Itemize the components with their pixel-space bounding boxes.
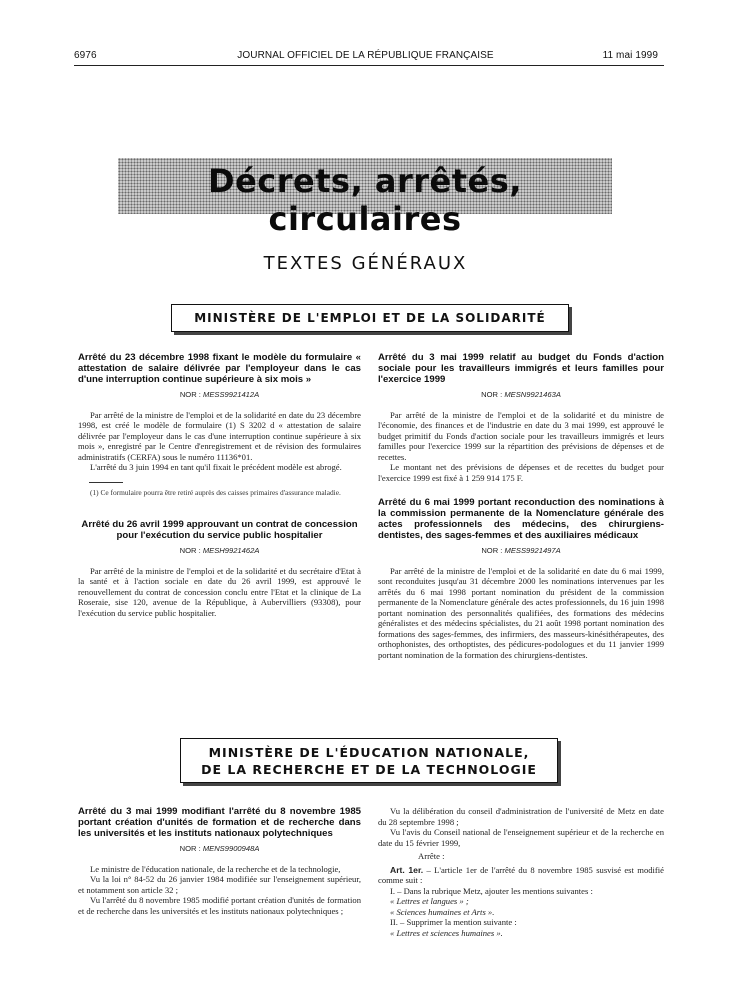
article-body: Par arrêté de la ministre de l'emploi et de la solidarité et du secrétaire d'Etat à la santé et à l'action sociale en date du 26 avril 1999, est approuvé le renouvellement du contrat de concession conclu entre l'Etat et la clinique de La Roseraie, sise 120, avenue de la République, à Aubervilliers (93308), pour l'exécution du service public hospitalier. bbox=[78, 565, 361, 618]
article-body: « Lettres et langues » ; bbox=[390, 896, 469, 906]
article-body: Vu la loi n° 84-52 du 26 janvier 1984 modifiée sur l'enseignement supérieur, et notamment son article 32 ; bbox=[78, 874, 361, 895]
article-title: Arrêté du 3 mai 1999 modifiant l'arrêté du 8 novembre 1985 portant création d'unités de formation et de recherche dans les universités et les instituts nationaux polytechniques bbox=[78, 806, 361, 839]
nor-label: NOR : bbox=[179, 390, 204, 399]
nor-code: MESN9921463A bbox=[504, 390, 561, 399]
page-number: 6976 bbox=[74, 50, 97, 61]
article-title: Arrêté du 6 mai 1999 portant reconduction des nominations à la commission permanente de la Nomenclature générale des actes professionnels des médecins, des chirurgiens-dentistes, des sages-femmes et des auxiliaires médicaux bbox=[378, 497, 664, 541]
ministry-line: MINISTÈRE DE L'ÉDUCATION NATIONALE, bbox=[208, 745, 530, 760]
article-title: Arrêté du 26 avril 1999 approuvant un contrat de concession pour l'exécution du service public hospitalier bbox=[81, 519, 358, 541]
article-body: Vu l'arrêté du 8 novembre 1985 modifié portant création d'unités de formation et de recherche dans les universités et les instituts nationaux polytechniques ; bbox=[78, 895, 361, 916]
ministry-line: DE LA RECHERCHE ET DE LA TECHNOLOGIE bbox=[201, 762, 537, 777]
nor-code: MESH9921462A bbox=[202, 546, 260, 555]
nor-code: MENS9900948A bbox=[202, 844, 260, 853]
left-column-upper bbox=[78, 352, 361, 618]
article-arrete: Arrête : bbox=[418, 851, 445, 861]
nor-reference bbox=[78, 546, 361, 557]
banner-title: Décrets, arrêtés, circulaires bbox=[208, 162, 522, 238]
footnote-rule bbox=[89, 482, 123, 483]
article-body: L'arrêté du 3 juin 1994 en tant qu'il fixait le précédent modèle est abrogé. bbox=[90, 462, 342, 472]
article-body: Par arrêté de la ministre de l'emploi et de la solidarité en date du 23 décembre 1998, est créé le modèle de formulaire (1) S 3202 d « attestation de salaire délivrée par l'employeur dans le cas d'une interruption continue supérieure à six mois », enregistré par le Centre d'enregistrement et de révision des formulaires administratifs (CERFA) sous le numéro 11136*01. bbox=[78, 409, 361, 462]
article-body: Par arrêté de la ministre de l'emploi et de la solidarité et du ministre de l'économie, des finances et de l'industrie en date du 3 mai 1999, est approuvé le budget primitif du Fonds d'action sociale pour les travailleurs immigrés et leurs familles pour l'exercice 1999 sur la répartition des prévisions de dépenses et de recettes. bbox=[378, 409, 664, 462]
issue-date: 11 mai 1999 bbox=[602, 50, 658, 61]
section-title: TEXTES GÉNÉRAUX bbox=[263, 253, 468, 274]
nor-label: NOR : bbox=[481, 390, 505, 399]
article-text: – L'article 1er de l'arrêté du 8 novembre 1985 susvisé est modifié comme suit : bbox=[378, 864, 664, 885]
nor-reference bbox=[378, 390, 664, 401]
footnote: (1) Ce formulaire pourra être retiré auprès des caisses primaires d'assurance maladie. bbox=[90, 487, 341, 497]
nor-code: MESS9921497A bbox=[504, 546, 561, 555]
nor-label: NOR : bbox=[179, 546, 203, 555]
nor-reference bbox=[78, 390, 361, 401]
ministry-heading-education bbox=[180, 738, 558, 783]
article-title: Arrêté du 23 décembre 1998 fixant le modèle du formulaire « attestation de salaire délivrée par l'employeur dans le cas d'une interruption continue supérieure à six mois » bbox=[78, 352, 361, 385]
left-column-lower bbox=[78, 806, 361, 916]
article-body: Vu l'avis du Conseil national de l'enseignement supérieur et de la recherche en date du 15 février 1999, bbox=[378, 827, 664, 848]
article-body: « Lettres et sciences humaines ». bbox=[390, 927, 503, 938]
article-body: I. – Dans la rubrique Metz, ajouter les mentions suivantes : bbox=[390, 885, 593, 896]
nor-label: NOR : bbox=[481, 546, 505, 555]
article-title: Arrêté du 3 mai 1999 relatif au budget du Fonds d'action sociale pour les travailleurs immigrés et leurs familles pour l'exercice 1999 bbox=[378, 352, 664, 385]
header-rule bbox=[74, 65, 664, 66]
nor-label: NOR : bbox=[179, 844, 203, 853]
nor-reference bbox=[78, 844, 361, 855]
ministry-heading-emploi: MINISTÈRE DE L'EMPLOI ET DE LA SOLIDARITÉ bbox=[171, 304, 569, 332]
article-body: II. – Supprimer la mention suivante : bbox=[390, 917, 517, 927]
article-label: Art. 1er. bbox=[390, 864, 424, 875]
right-column-upper bbox=[378, 352, 664, 660]
article-body: Le montant net des prévisions de dépenses et de recettes du budget pour l'exercice 1999 est fixé à 1 259 914 175 F. bbox=[378, 462, 664, 483]
article-body: « Sciences humaines et Arts ». bbox=[390, 906, 495, 917]
article-body: Le ministre de l'éducation nationale, de la recherche et de la technologie, bbox=[90, 863, 341, 874]
article-1 bbox=[378, 865, 664, 886]
article-body: Par arrêté de la ministre de l'emploi et de la solidarité en date du 6 mai 1999, sont reconduites jusqu'au 31 décembre 2000 les nominations intervenues par les arrêtés du 6 mai 1998 portant nomination du président de la commission permanente de la Nomenclature générale des actes professionnels, du 16 juin 1998 portant nomination des personnalités qualifiées, des formations des médecins généralistes et des médecins spécialistes, du 21 août 1998 portant nomination des formations des sages-femmes, des infirmiers, des masseurs-kinésithérapeutes, des orthophonistes, des orthoptistes, des pédicures-podologues et du 11 janvier 1999 portant nomination de la formation des chirurgiens-dentistes. bbox=[378, 565, 664, 660]
right-column-lower bbox=[378, 806, 664, 938]
nor-code: MESS9921412A bbox=[203, 390, 260, 399]
nor-reference bbox=[378, 546, 664, 557]
article-body: Vu la délibération du conseil d'administration de l'université de Metz en date du 28 septembre 1998 ; bbox=[378, 806, 664, 827]
journal-title: JOURNAL OFFICIEL DE LA RÉPUBLIQUE FRANÇAISE bbox=[237, 50, 494, 61]
